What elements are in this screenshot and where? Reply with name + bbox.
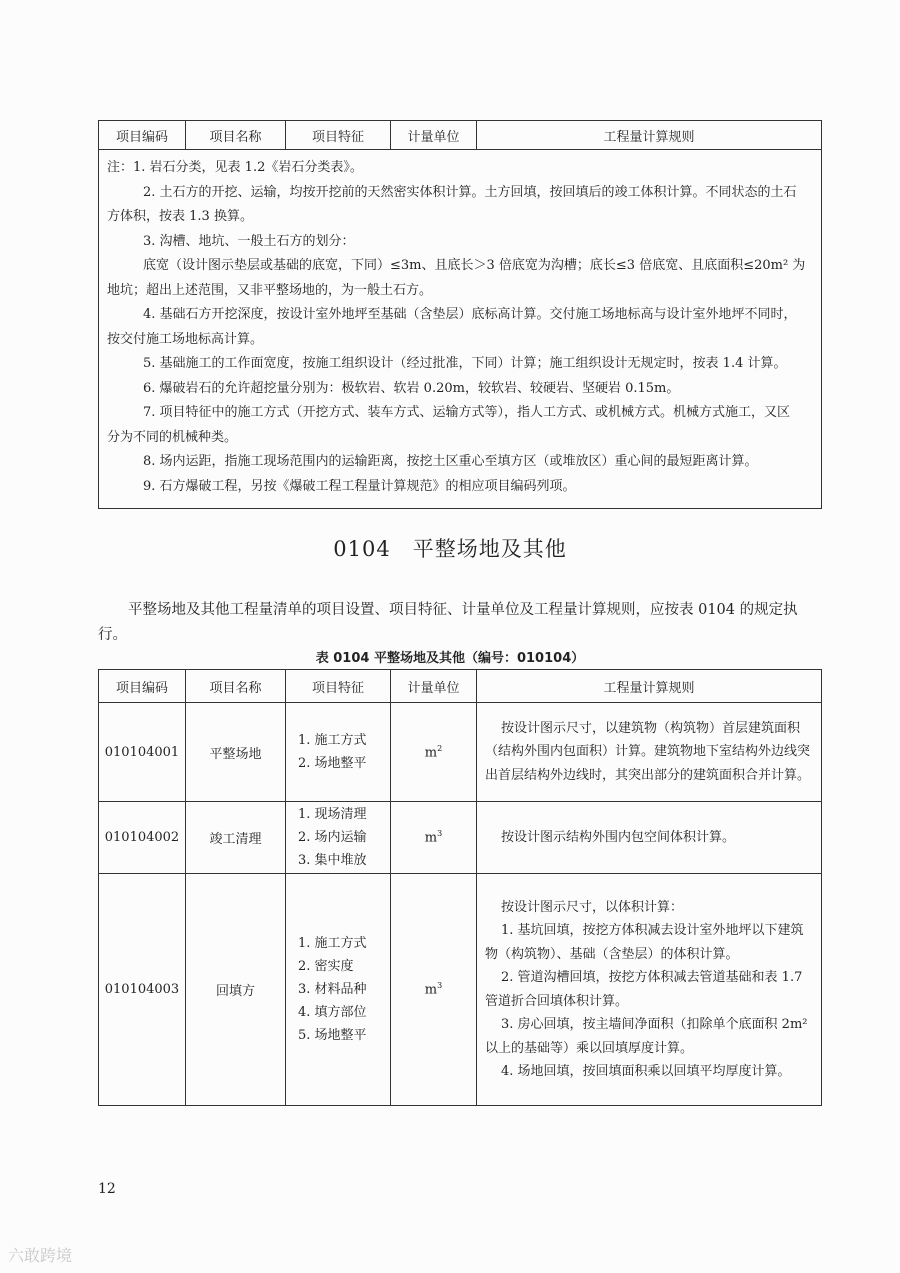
note-line: 4. 基础石方开挖深度，按设计室外地坪至基础（含垫层）底标高计算。交付施工场地标高与设计室外地坪不同时， [143,307,797,322]
table2-header-rule: 工程量计算规则 [477,670,822,703]
feature-line: 2. 密实度 [298,959,354,974]
feature-line: 5. 场地整平 [298,1028,367,1043]
section-intro: 平整场地及其他工程量清单的项目设置、项目特征、计量单位及工程量计算规则，应按表 0104 的规定执行。 [98,602,798,643]
feature-line: 3. 材料品种 [298,982,367,997]
item-name: 竣工清理 [186,802,286,874]
note-line: 5. 基础施工的工作面宽度，按施工组织设计（经过批准，下同）计算；施工组织设计无规定时，按表 1.4 计算。 [143,356,787,371]
rule-line: 按设计图示尺寸，以建筑物（构筑物）首层建筑面积（结构外围内包面积）计算。建筑物地下室结构外边线突出首层结构外边线时，其突出部分的建筑面积合并计算。 [485,720,811,783]
item-code: 010104003 [99,874,186,1106]
rule-line: 按设计图示尺寸，以体积计算： [501,899,684,915]
note-line: 2. 土石方的开挖、运输，均按开挖前的天然密实体积计算。土方回填，按回填后的竣工体积计算。不同状态的土石 [143,184,797,200]
note-line: 地坑；超出上述范围，又非平整场地的，为一般土石方。 [107,282,433,298]
table2-header-feature: 项目特征 [286,670,391,703]
table1-notes-cell [99,150,822,509]
rule-line: 1. 基坑回填，按挖方体积减去设计室外地坪以下建筑物（构筑物）、基础（含垫层）的体积计算。 [485,923,804,962]
item-features [286,874,391,1106]
item-unit: $m^2$ [391,703,477,802]
rule-line: 3. 房心回填，按主墙间净面积（扣除单个底面积 2m² 以上的基础等）乘以回填厚度计算。 [485,1017,808,1056]
item-rule [477,703,822,802]
item-unit: $m^3$ [391,874,477,1106]
item-features [286,703,391,802]
table2-header-name: 项目名称 [186,670,286,703]
item-code: 010104001 [99,703,186,802]
note-line: 3. 沟槽、地坑、一般土石方的划分： [143,233,355,249]
note-line: 7. 项目特征中的施工方式（开挖方式、装车方式、运输方式等），指人工方式、或机械方式。机械方式施工，又区 [143,405,791,420]
rule-line: 按设计图示结构外围内包空间体积计算。 [501,829,736,845]
feature-line: 1. 施工方式 [298,936,367,951]
item-name: 回填方 [186,874,286,1106]
feature-line: 4. 填方部位 [298,1005,367,1020]
table1-header-rule: 工程量计算规则 [477,121,822,150]
table2-header-unit: 计量单位 [391,670,477,703]
table1-header-code: 项目编码 [99,121,186,150]
watermark: 六敢跨境 [8,1246,73,1265]
table1-header-name: 项目名称 [186,121,286,150]
feature-line: 3. 集中堆放 [298,853,367,868]
table1-header-unit: 计量单位 [391,121,477,150]
feature-line: 1. 现场清理 [298,807,367,822]
note-line: 注：1. 岩石分类，见表 1.2《岩石分类表》。 [107,160,363,175]
table-0104 [98,669,822,1106]
rule-line: 2. 管道沟槽回填，按挖方体积减去管道基础和表 1.7 管道折合回填体积计算。 [485,970,803,1009]
table1-header-feature: 项目特征 [286,121,391,150]
note-line: 底宽（设计图示垫层或基础的底宽，下同）≤3m、且底长＞3 倍底宽为沟槽；底长≤3 倍底宽、且底面积≤20m² 为 [143,258,806,273]
table-0103-notes [98,120,822,509]
table-row [99,874,822,1106]
item-features [286,802,391,874]
note-line: 6. 爆破岩石的允许超挖量分别为：极软岩、软岩 0.20m，较软岩、较硬岩、坚硬岩 0.15m。 [143,380,680,396]
section-title: 0104 平整场地及其他 [333,537,567,561]
table-caption: 表 0104 平整场地及其他（编号：010104） [315,651,585,666]
page-number: 12 [98,1181,116,1197]
note-line: 8. 场内运距，指施工现场范围内的运输距离，按挖土区重心至填方区（或堆放区）重心间的最短距离计算。 [143,454,758,469]
table-row [99,802,822,874]
item-rule [477,874,822,1106]
table-row [99,703,822,802]
note-line: 方体积，按表 1.3 换算。 [107,209,253,224]
item-unit: $m^3$ [391,802,477,874]
item-rule [477,802,822,874]
item-code: 010104002 [99,802,186,874]
table1-header-row [99,121,822,150]
note-line: 分为不同的机械种类。 [107,429,238,445]
table2-header-code: 项目编码 [99,670,186,703]
feature-line: 1. 施工方式 [298,733,367,748]
feature-line: 2. 场内运输 [298,830,367,845]
note-line: 9. 石方爆破工程，另按《爆破工程工程量计算规范》的相应项目编码列项。 [143,478,576,494]
rule-line: 4. 场地回填，按回填面积乘以回填平均厚度计算。 [501,1064,791,1079]
note-line: 按交付施工场地标高计算。 [107,331,264,347]
item-name: 平整场地 [186,703,286,802]
table2-header-row [99,670,822,703]
feature-line: 2. 场地整平 [298,756,367,771]
